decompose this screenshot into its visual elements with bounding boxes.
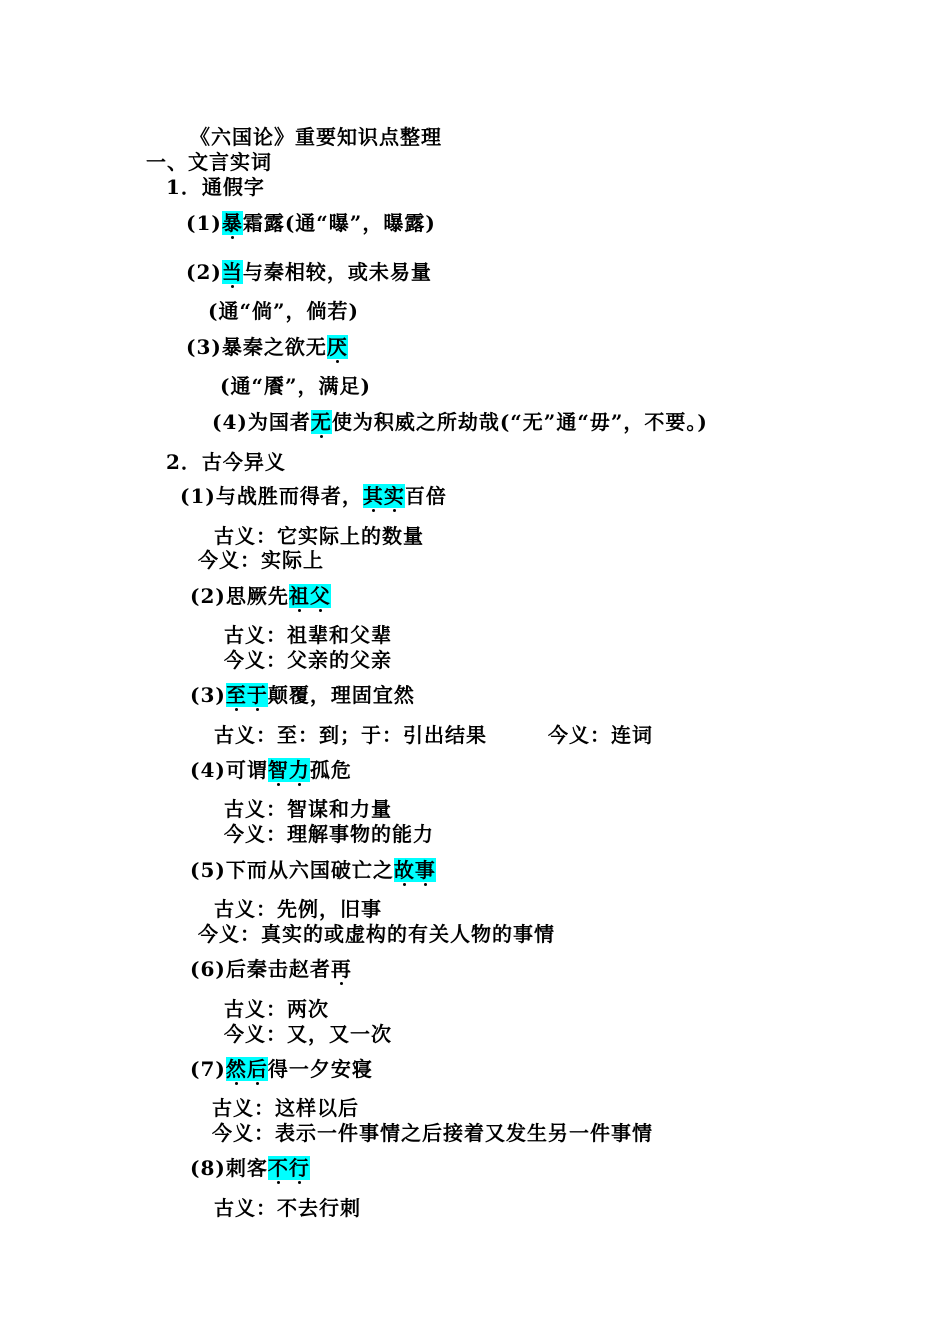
item-text: 与战胜而得者，: [215, 484, 363, 508]
ancient-meaning: 古义：祖辈和父辈: [224, 623, 392, 647]
modern-meaning: 今义：父亲的父亲: [224, 648, 392, 672]
item-text: 颠覆，理固宜然: [267, 683, 415, 707]
keyword-char: 故: [393, 858, 415, 882]
item-number: (2): [186, 260, 222, 284]
keyword-char: 然: [225, 1057, 247, 1081]
item-text: 霜露(通“曝”，曝露): [242, 211, 436, 235]
item-number: (4): [212, 410, 248, 434]
tjz-item-1: [186, 210, 436, 236]
keyword-char: 其: [362, 484, 384, 508]
gjyy-item-7: [190, 1056, 373, 1082]
item-number: (1): [186, 211, 222, 235]
item-number: (3): [186, 335, 222, 359]
tjz-item-4: [212, 409, 708, 435]
keyword-char: 行: [288, 1156, 310, 1180]
ancient-meaning: 古义：至：到；于：引出结果: [214, 723, 487, 747]
item-number: (4): [190, 758, 226, 782]
item-text: 暴秦之欲无: [221, 335, 327, 359]
item-text: 使为积威之所劫哉(“无”通“毋”，不要。): [331, 410, 708, 434]
keyword-char: 不: [267, 1156, 289, 1180]
keyword-highlight: [289, 584, 331, 608]
keyword-highlight: [226, 683, 268, 707]
item-number: (3): [190, 683, 226, 707]
ancient-meaning: 古义：这样以后: [212, 1096, 359, 1120]
item-text: 孤危: [309, 758, 352, 782]
modern-meaning: 今义：理解事物的能力: [224, 822, 434, 846]
modern-meaning: 今义：真实的或虚构的有关人物的事情: [198, 922, 555, 946]
item-text: 与秦相较，或未易量: [242, 260, 432, 284]
item-number: (7): [190, 1057, 226, 1081]
gjyy-item-2: [190, 583, 331, 609]
keyword-highlight: [311, 410, 332, 434]
keyword-highlight: [327, 335, 348, 359]
section-heading: 一、文言实词: [146, 150, 272, 174]
item-text: 可谓: [225, 758, 268, 782]
item-text: 刺客: [225, 1156, 268, 1180]
item-number: (5): [190, 858, 226, 882]
item-text: 为国者: [247, 410, 311, 434]
ancient-meaning: 古义：先例，旧事: [214, 897, 382, 921]
keyword-char: 事: [414, 858, 436, 882]
item-text: 下而从六国破亡之: [225, 858, 394, 882]
keyword-char: 父: [309, 584, 331, 608]
tjz-item-3-note: (通“餍”，满足): [220, 374, 371, 398]
keyword-char: 再: [330, 957, 352, 981]
item-text: 百倍: [404, 484, 447, 508]
ancient-meaning: 古义：它实际上的数量: [214, 524, 424, 548]
ancient-meaning: 古义：不去行刺: [214, 1196, 361, 1220]
keyword-highlight: [268, 1156, 310, 1180]
keyword-highlight: [268, 758, 310, 782]
keyword-char: 祖: [288, 584, 310, 608]
subsection-heading-tongjiazi: 1．通假字: [166, 175, 265, 199]
keyword-highlight: [394, 858, 436, 882]
gjyy-item-6: [190, 956, 352, 982]
modern-meaning: 今义：连词: [548, 723, 653, 747]
modern-meaning: 今义：表示一件事情之后接着又发生另一件事情: [212, 1121, 653, 1145]
keyword-char: 智: [267, 758, 289, 782]
ancient-meaning: 古义：两次: [224, 997, 329, 1021]
keyword-char: 后: [246, 1057, 268, 1081]
gjyy-item-5: [190, 857, 436, 883]
item-text: 得一夕安寝: [267, 1057, 373, 1081]
keyword-highlight: [226, 1057, 268, 1081]
modern-meaning: 今义：又，又一次: [224, 1022, 392, 1046]
ancient-meaning: 古义：智谋和力量: [224, 797, 392, 821]
keyword-highlight: [222, 260, 243, 284]
gjyy-item-1: [180, 483, 447, 509]
keyword-char: 力: [288, 758, 310, 782]
tjz-item-2-note: (通“倘”，倘若): [208, 299, 359, 323]
item-text: 思厥先: [225, 584, 289, 608]
gjyy-item-8: [190, 1155, 310, 1181]
keyword-char: 实: [383, 484, 405, 508]
item-number: (1): [180, 484, 216, 508]
keyword-char: 无: [310, 410, 332, 434]
item-number: (8): [190, 1156, 226, 1180]
subsection-heading-gujinyiyi: 2．古今异义: [166, 450, 286, 474]
tjz-item-3: [186, 334, 348, 360]
item-text: 后秦击赵者: [225, 957, 331, 981]
page-title: 《六国论》重要知识点整理: [190, 125, 442, 149]
gjyy-item-4: [190, 757, 352, 783]
modern-meaning: 今义：实际上: [198, 548, 324, 572]
keyword-char: 于: [246, 683, 268, 707]
gjyy-item-3: [190, 682, 415, 708]
keyword-char: 暴: [221, 211, 243, 235]
keyword-highlight: [363, 484, 405, 508]
item-number: (6): [190, 957, 226, 981]
item-number: (2): [190, 584, 226, 608]
tjz-item-2: [186, 259, 432, 285]
keyword-char: 当: [221, 260, 243, 284]
keyword-char: 至: [225, 683, 247, 707]
keyword-char: 厌: [326, 335, 348, 359]
keyword-highlight: [222, 211, 243, 235]
